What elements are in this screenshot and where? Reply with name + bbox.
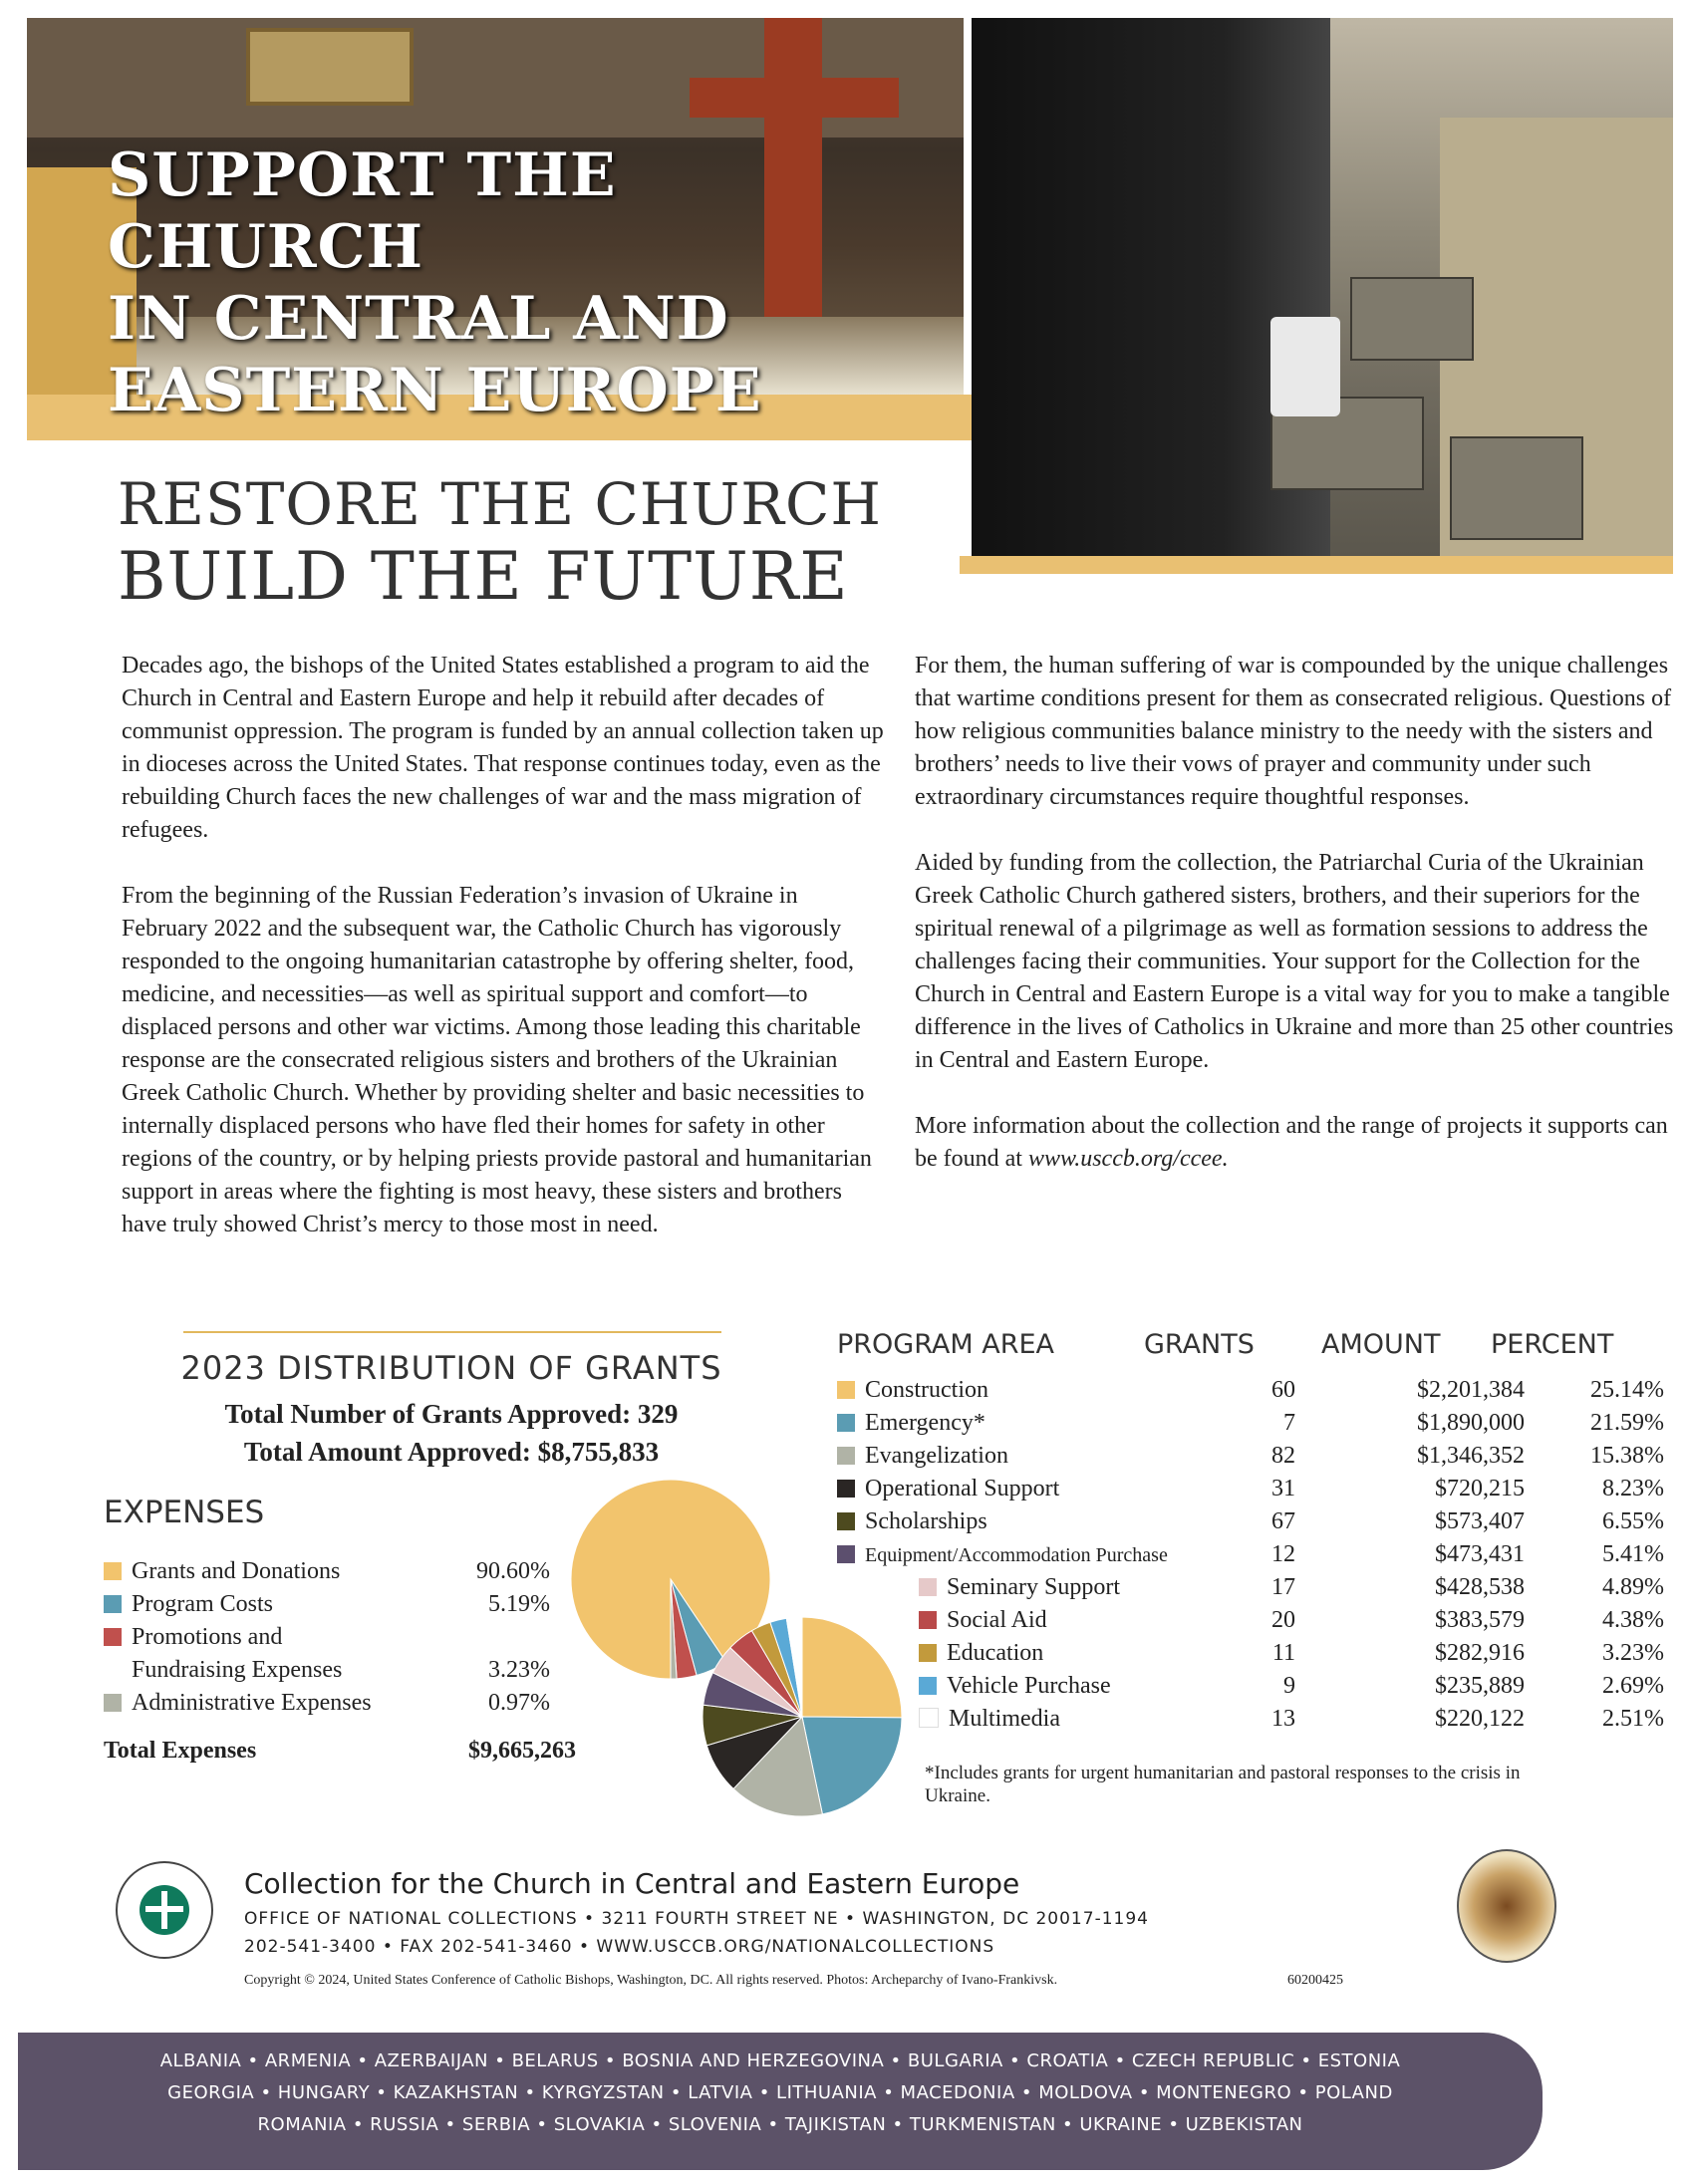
countries-line: ALBANIA • ARMENIA • AZERBAIJAN • BELARUS • BOSNIA AND HERZEGOVINA • BULGARIA • CROATIA • CZECH REPUBLIC • ESTONIA <box>159 2050 1401 2071</box>
program-row <box>837 1410 1687 1443</box>
program-grants: 17 <box>1271 1574 1295 1600</box>
program-grants: 31 <box>1271 1476 1295 1502</box>
icon-medal-image <box>1457 1849 1556 1963</box>
program-percent: 21.59% <box>1590 1410 1664 1436</box>
countries-line: GEORGIA • HUNGARY • KAZAKHSTAN • KYRGYZSTAN • LATVIA • LITHUANIA • MACEDONIA • MOLDOVA • MONTENEGRO • POLAND <box>167 2082 1393 2103</box>
program-row <box>837 1607 1687 1640</box>
program-row <box>837 1706 1687 1739</box>
body-column-left <box>122 650 889 1241</box>
total-expenses-value: $9,665,263 <box>468 1738 576 1764</box>
program-percent: 4.89% <box>1602 1574 1664 1600</box>
document-code: 60200425 <box>1287 1973 1343 1988</box>
program-grants: 9 <box>1283 1673 1295 1699</box>
program-amount: $1,890,000 <box>1417 1410 1525 1436</box>
program-row <box>837 1476 1687 1508</box>
program-name: Operational Support <box>865 1476 1060 1502</box>
col-header-grants: GRANTS <box>1144 1329 1255 1360</box>
paragraph: For them, the human suffering of war is compounded by the unique challenges that wartime conditions present for them as consecrated religious. Questions of how religious communities balance ministry to the needy with the sisters and brothers’ needs to live their vows of prayer and community under such extraordinary circumstances require thoughtful responses. <box>915 653 1672 810</box>
copyright: Copyright © 2024, United States Conference of Catholic Bishops, Washington, DC. All rights reserved. Photos: Archeparchy of Ivano-Frankivsk. <box>244 1973 1058 1988</box>
paragraph: Decades ago, the bishops of the United States established a program to aid the Church in Central and Eastern Europe and help it rebuild after decades of communist oppression. The program is funded by an annual collection taken up in dioceses across the United States. That response continues today, even as the rebuilding Church faces the new challenges of war and the mass migration of refugees. <box>122 653 884 843</box>
hero-photo-outdoor-prayer <box>972 18 1673 556</box>
total-expenses-label: Total Expenses <box>104 1738 257 1764</box>
program-grants: 20 <box>1271 1607 1295 1633</box>
program-percent: 4.38% <box>1602 1607 1664 1633</box>
usccb-seal-icon <box>116 1861 213 1959</box>
program-name: Evangelization <box>865 1443 1008 1469</box>
legend-swatch <box>837 1545 855 1563</box>
program-amount: $383,579 <box>1435 1607 1525 1633</box>
program-grants: 82 <box>1271 1443 1295 1469</box>
paragraph: More information about the collection and the range of projects it supports can be found at www.usccb.org/ccee. <box>915 1113 1668 1172</box>
org-contact: 202-541-3400 • FAX 202-541-3460 • WWW.USCCB.ORG/NATIONALCOLLECTIONS <box>244 1937 995 1957</box>
expense-pct: 0.97% <box>488 1690 550 1716</box>
legend-swatch <box>104 1595 122 1613</box>
legend-swatch <box>837 1447 855 1465</box>
expense-row: Administrative Expenses <box>104 1690 372 1722</box>
program-name: Construction <box>865 1377 988 1403</box>
subheadline-restore: RESTORE THE CHURCH <box>118 470 882 538</box>
org-address: OFFICE OF NATIONAL COLLECTIONS • 3211 FOURTH STREET NE • WASHINGTON, DC 20017-1194 <box>244 1909 1149 1929</box>
collection-link[interactable]: www.usccb.org/ccee. <box>1027 1146 1229 1172</box>
program-grants: 7 <box>1283 1410 1295 1436</box>
expense-row: Grants and Donations <box>104 1558 340 1590</box>
paragraph: Aided by funding from the collection, the Patriarchal Curia of the Ukrainian Greek Catholic Church gathered sisters, brothers, and their superiors for the spiritual renewal of a pilgrimage as well as formation sessions to address the challenges facing their communities. Your support for the Collection for the Church in Central and Eastern Europe is a vital way for you to make a tangible difference in the lives of Catholics in Ukraine and more than 25 other countries in Central and Eastern Europe. <box>915 850 1674 1073</box>
program-row <box>837 1673 1687 1706</box>
program-percent: 15.38% <box>1590 1443 1664 1469</box>
program-row <box>837 1508 1687 1541</box>
col-header-amount: AMOUNT <box>1321 1329 1441 1360</box>
program-percent: 2.51% <box>1602 1706 1664 1732</box>
program-name: Seminary Support <box>947 1574 1120 1600</box>
program-row <box>837 1541 1687 1574</box>
footnote: *Includes grants for urgent humanitarian and pastoral responses to the crisis in Ukraine. <box>925 1763 1521 1806</box>
program-name: Vehicle Purchase <box>947 1673 1111 1699</box>
paragraph: From the beginning of the Russian Federation’s invasion of Ukraine in February 2022 and the subsequent war, the Catholic Church has vigorously responded to the ongoing humanitarian catastrophe by offering shelter, food, medicine, and necessities—as well as spiritual support and comfort—to displaced persons and other war victims. Among those leading this charitable response are the consecrated religious sisters and brothers of the Ukrainian Greek Catholic Church. Whether by providing shelter and basic necessities to internally displaced persons who have fled their homes for safety in other regions of the country, or by helping priests provide pastoral and humanitarian support in areas where the fighting is most heavy, these sisters and brothers have truly showed Christ’s mercy to those most in need. <box>122 883 872 1237</box>
program-percent: 5.41% <box>1602 1541 1664 1567</box>
col-header-percent: PERCENT <box>1491 1329 1614 1360</box>
program-row <box>837 1574 1687 1607</box>
expense-row: Promotions and <box>104 1624 282 1656</box>
program-amount: $1,346,352 <box>1417 1443 1525 1469</box>
program-amount: $282,916 <box>1435 1640 1525 1666</box>
program-percent: 3.23% <box>1602 1640 1664 1666</box>
expenses-title: EXPENSES <box>104 1495 265 1530</box>
program-row <box>837 1640 1687 1673</box>
legend-swatch <box>919 1708 939 1728</box>
program-name: Equipment/Accommodation Purchase <box>865 1544 1168 1566</box>
legend-swatch <box>919 1644 937 1662</box>
program-amount: $473,431 <box>1435 1541 1525 1567</box>
program-grants: 12 <box>1271 1541 1295 1567</box>
program-amount: $428,538 <box>1435 1574 1525 1600</box>
countries-line: ROMANIA • RUSSIA • SERBIA • SLOVAKIA • SLOVENIA • TAJIKISTAN • TURKMENISTAN • UKRAINE • UZBEKISTAN <box>257 2114 1303 2135</box>
col-header-area: PROGRAM AREA <box>837 1329 1054 1360</box>
legend-swatch <box>104 1694 122 1712</box>
program-amount: $2,201,384 <box>1417 1377 1525 1403</box>
section-rule <box>183 1331 721 1333</box>
total-amount: Total Amount Approved: $8,755,833 <box>243 1437 660 1467</box>
program-amount: $235,889 <box>1435 1673 1525 1699</box>
gold-band-right <box>960 556 1673 574</box>
legend-swatch <box>837 1414 855 1432</box>
legend-swatch <box>104 1628 122 1646</box>
legend-swatch <box>919 1611 937 1629</box>
program-name: Education <box>947 1640 1044 1666</box>
body-column-right <box>915 650 1674 1176</box>
legend-swatch <box>837 1480 855 1498</box>
program-row <box>837 1377 1687 1410</box>
program-percent: 6.55% <box>1602 1508 1664 1534</box>
program-amount: $573,407 <box>1435 1508 1525 1534</box>
program-percent: 8.23% <box>1602 1476 1664 1502</box>
program-grants: 11 <box>1271 1640 1295 1666</box>
legend-swatch <box>837 1381 855 1399</box>
program-percent: 2.69% <box>1602 1673 1664 1699</box>
program-percent: 25.14% <box>1590 1377 1664 1403</box>
distribution-title: 2023 DISTRIBUTION OF GRANTS <box>180 1349 722 1387</box>
program-grants: 60 <box>1271 1377 1295 1403</box>
legend-swatch <box>837 1512 855 1530</box>
expense-pct: 90.60% <box>476 1558 550 1584</box>
total-grants: Total Number of Grants Approved: 329 <box>224 1399 679 1429</box>
legend-swatch <box>919 1677 937 1695</box>
program-name: Social Aid <box>947 1607 1047 1633</box>
program-grants: 67 <box>1271 1508 1295 1534</box>
program-grants: 13 <box>1271 1706 1295 1732</box>
program-amount: $720,215 <box>1435 1476 1525 1502</box>
org-title: Collection for the Church in Central and Eastern Europe <box>244 1867 1020 1900</box>
program-name: Scholarships <box>865 1508 987 1534</box>
program-amount: $220,122 <box>1435 1706 1525 1732</box>
program-name: Multimedia <box>949 1706 1060 1732</box>
program-row <box>837 1443 1687 1476</box>
expense-pct: 5.19% <box>488 1591 550 1617</box>
page-headline: SUPPORT THE CHURCH IN CENTRAL AND EASTERN EUROPE <box>108 140 762 425</box>
subheadline-build: BUILD THE FUTURE <box>118 538 849 615</box>
expense-row-continued: Fundraising Expenses <box>132 1657 343 1683</box>
expense-row: Program Costs <box>104 1591 273 1623</box>
expense-pct: 3.23% <box>488 1657 550 1683</box>
program-name: Emergency* <box>865 1410 985 1436</box>
legend-swatch <box>104 1562 122 1580</box>
legend-swatch <box>919 1578 937 1596</box>
